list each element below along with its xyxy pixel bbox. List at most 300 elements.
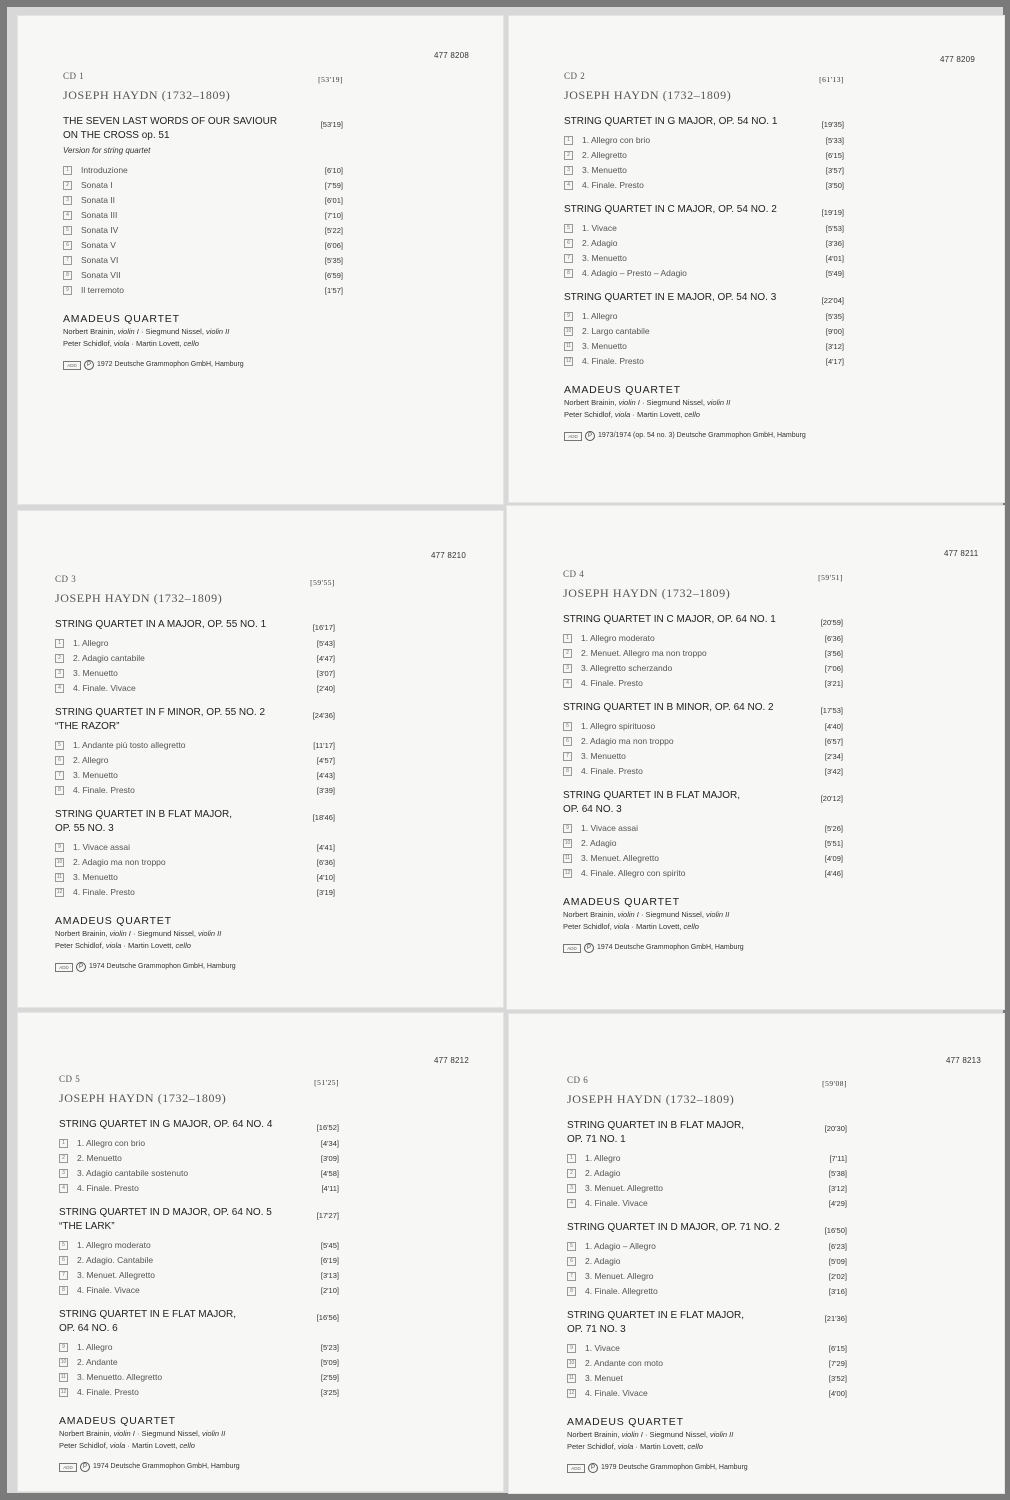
- track-list: [55, 840, 335, 900]
- track-row: [63, 163, 343, 178]
- track-title: 4. Finale. Presto: [582, 180, 644, 190]
- track-duration: [4'17]: [825, 357, 844, 366]
- track-title: 4. Finale. Vivace: [73, 683, 136, 693]
- work-duration: [20'59]: [820, 618, 843, 627]
- performer-separator: ·: [642, 1430, 650, 1439]
- performer-instrument: viola: [613, 922, 630, 931]
- track-row: [567, 1371, 847, 1386]
- performer-separator: ·: [638, 910, 646, 919]
- ensemble-name: AMADEUS QUARTET: [563, 896, 680, 908]
- track-number-box: 3: [63, 196, 72, 205]
- performer-separator: ·: [130, 929, 138, 938]
- track-duration: [6'36]: [316, 858, 335, 867]
- track-number-box: 12: [56, 889, 63, 895]
- composer-heading: JOSEPH HAYDN (1732–1809): [563, 586, 731, 600]
- add-recording-code-icon: ADD: [567, 1464, 585, 1473]
- track-title: 1. Allegro: [582, 311, 618, 321]
- track-duration: [3'12]: [828, 1184, 847, 1193]
- track-row: [55, 885, 335, 900]
- phonogram-icon: P: [584, 943, 594, 953]
- tracklist-content: [59, 1070, 339, 1472]
- performer-separator: ·: [630, 410, 637, 419]
- work-title: [59, 1308, 339, 1336]
- track-number-box: 11: [56, 874, 63, 880]
- work-duration: [20'12]: [820, 794, 843, 803]
- cd-header: [567, 1071, 847, 1089]
- tracklist-content: [567, 1071, 847, 1473]
- track-number-box: 1: [55, 639, 64, 648]
- track-row: [563, 646, 843, 661]
- tracklist-content: [63, 67, 343, 370]
- track-title: 1. Allegro: [77, 1342, 113, 1352]
- track-list: [563, 821, 843, 881]
- performer-name: Norbert Brainin,: [55, 929, 110, 938]
- work-title-line: STRING QUARTET IN D MAJOR, OP. 71 NO. 2: [567, 1222, 780, 1233]
- performer-line: [563, 921, 843, 933]
- cd-label: CD 4: [563, 569, 585, 579]
- track-row: [55, 768, 335, 783]
- work-title-line: OP. 64 NO. 6: [59, 1323, 118, 1334]
- track-title: 2. Allegro: [73, 755, 109, 765]
- track-number-box: 4: [59, 1184, 68, 1193]
- track-duration: [5'43]: [316, 639, 335, 648]
- track-title: 3. Menuetto. Allegretto: [77, 1372, 163, 1382]
- work-title-line: STRING QUARTET IN D MAJOR, OP. 64 NO. 5: [59, 1207, 272, 1218]
- add-recording-code-icon: ADD: [63, 361, 81, 370]
- track-number-box: 3: [55, 669, 64, 678]
- work-title-line: STRING QUARTET IN E FLAT MAJOR,: [59, 1309, 237, 1320]
- performer-name: Siegmund Nissel,: [145, 327, 206, 336]
- performer-name: Norbert Brainin,: [563, 910, 618, 919]
- cd-header: [59, 1070, 339, 1088]
- track-duration: [3'36]: [825, 239, 844, 248]
- track-title: 2. Andante con moto: [585, 1358, 663, 1368]
- track-duration: [11'17]: [313, 741, 335, 750]
- performer-instrument: cello: [179, 1441, 195, 1450]
- tracklist-content: [564, 67, 844, 441]
- work-title: [564, 291, 844, 305]
- performer-name: Siegmund Nissel,: [141, 1429, 202, 1438]
- track-number-box: 9: [63, 286, 72, 295]
- tracklist-content: [563, 565, 843, 953]
- track-duration: [6'15]: [825, 151, 844, 160]
- track-row: [564, 266, 844, 281]
- track-number-box: 1: [59, 1139, 68, 1148]
- track-duration: [3'07]: [316, 669, 335, 678]
- copyright-line: [55, 962, 335, 972]
- track-row: [564, 309, 844, 324]
- work-title-line: OP. 71 NO. 1: [567, 1134, 626, 1145]
- track-number-box: 2: [563, 649, 572, 658]
- work-title: [563, 613, 843, 627]
- cd-header: [63, 67, 343, 85]
- track-number-box: 7: [564, 254, 573, 263]
- track-duration: [2'10]: [320, 1286, 339, 1295]
- performer-separator: ·: [629, 922, 636, 931]
- track-number-box: 2: [59, 1154, 68, 1163]
- work-title-line: STRING QUARTET IN G MAJOR, OP. 64 NO. 4: [59, 1119, 273, 1130]
- track-row: [567, 1254, 847, 1269]
- performer-instrument: violin II: [707, 398, 731, 407]
- work-title: [59, 1118, 339, 1132]
- cd-panel-2: [508, 15, 1005, 503]
- performer-line: [59, 1440, 339, 1452]
- copyright-text: 1974 Deutsche Grammophon GmbH, Hamburg: [597, 944, 744, 951]
- track-number-box: 8: [563, 767, 572, 776]
- work-title: [55, 618, 335, 632]
- performer-line: [567, 1429, 847, 1441]
- track-number-box: 10: [60, 1359, 67, 1365]
- track-title: 2. Adagio ma non troppo: [581, 736, 674, 746]
- track-number-box: 8: [63, 271, 72, 280]
- track-duration: [4'43]: [316, 771, 335, 780]
- track-title: 4. Finale. Presto: [581, 766, 643, 776]
- track-number-box: 4: [63, 211, 72, 220]
- track-title: 2. Menuet. Allegro ma non troppo: [581, 648, 707, 658]
- track-duration: [5'51]: [824, 839, 843, 848]
- performer-instrument: violin I: [618, 398, 640, 407]
- performer-name: Siegmund Nissel,: [645, 910, 706, 919]
- ensemble-name: AMADEUS QUARTET: [63, 313, 180, 325]
- track-number-box: 1: [63, 166, 72, 175]
- track-duration: [3'42]: [824, 767, 843, 776]
- track-row: [563, 676, 843, 691]
- cd-total-duration: [53'19]: [318, 75, 343, 84]
- performer-name: Martin Lovett,: [135, 339, 184, 348]
- performer-line: [564, 397, 844, 409]
- track-number-box: 4: [564, 181, 573, 190]
- track-duration: [4'10]: [316, 873, 335, 882]
- track-number-box: 6: [59, 1256, 68, 1265]
- performer-line: [564, 409, 844, 421]
- track-row: [55, 855, 335, 870]
- cd-total-duration: [51'25]: [314, 1078, 339, 1087]
- cd-panel-1: [17, 15, 504, 505]
- performer-instrument: cello: [183, 339, 199, 348]
- catalog-number: 477 8211: [944, 549, 979, 558]
- track-title: 3. Menuetto: [73, 668, 118, 678]
- track-duration: [6'01]: [324, 196, 343, 205]
- performers: [55, 914, 335, 972]
- track-title: 3. Menuet. Allegretto: [77, 1270, 155, 1280]
- add-recording-code-icon: ADD: [55, 963, 73, 972]
- track-row: [564, 339, 844, 354]
- phonogram-icon: P: [585, 431, 595, 441]
- track-duration: [5'35]: [324, 256, 343, 265]
- performer-name: Martin Lovett,: [635, 922, 684, 931]
- performer-instrument: violin II: [198, 929, 222, 938]
- ensemble-name: AMADEUS QUARTET: [564, 384, 681, 396]
- performer-instrument: violin II: [710, 1430, 734, 1439]
- work-duration: [16'52]: [316, 1123, 339, 1132]
- track-row: [63, 268, 343, 283]
- work-title-line: STRING QUARTET IN C MAJOR, OP. 54 NO. 2: [564, 204, 777, 215]
- track-row: [63, 283, 343, 298]
- track-number-box: 3: [564, 166, 573, 175]
- track-duration: [6'10]: [324, 166, 343, 175]
- track-duration: [4'34]: [320, 1139, 339, 1148]
- track-list: [567, 1239, 847, 1299]
- track-duration: [5'22]: [324, 226, 343, 235]
- performers: [563, 895, 843, 953]
- track-duration: [3'13]: [320, 1271, 339, 1280]
- work-title: [567, 1221, 847, 1235]
- track-row: [59, 1385, 339, 1400]
- track-title: 4. Finale. Vivace: [585, 1388, 648, 1398]
- work-title-line: STRING QUARTET IN B FLAT MAJOR,: [563, 790, 741, 801]
- cd-total-duration: [59'08]: [822, 1079, 847, 1088]
- track-list: [567, 1341, 847, 1401]
- cd-label: CD 2: [564, 71, 586, 81]
- track-row: [564, 221, 844, 236]
- track-list: [59, 1340, 339, 1400]
- track-number-box: 4: [563, 679, 572, 688]
- track-number-box: 6: [563, 737, 572, 746]
- track-title: 1. Andante più tosto allegretto: [73, 740, 186, 750]
- track-row: [59, 1238, 339, 1253]
- track-title: 1. Allegro: [585, 1153, 621, 1163]
- track-duration: [4'46]: [824, 869, 843, 878]
- work-duration: [19'19]: [821, 208, 844, 217]
- track-title: 3. Menuetto: [582, 253, 627, 263]
- ensemble-name: AMADEUS QUARTET: [55, 915, 172, 927]
- ensemble-name: AMADEUS QUARTET: [59, 1415, 176, 1427]
- track-title: 1. Allegro moderato: [77, 1240, 151, 1250]
- track-duration: [5'33]: [825, 136, 844, 145]
- track-number-box: 7: [55, 771, 64, 780]
- performers: [567, 1415, 847, 1473]
- track-row: [59, 1268, 339, 1283]
- track-title: 2. Adagio. Cantabile: [77, 1255, 154, 1265]
- work-title-line: OP. 64 NO. 3: [563, 804, 622, 815]
- performer-name: Peter Schidlof,: [63, 339, 114, 348]
- work-title-line: ON THE CROSS op. 51: [63, 130, 170, 141]
- track-title: 3. Menuet. Allegretto: [581, 853, 659, 863]
- track-duration: [5'26]: [824, 824, 843, 833]
- copyright-line: [63, 360, 343, 370]
- track-row: [567, 1196, 847, 1211]
- track-number-box: 8: [55, 786, 64, 795]
- track-title: 1. Allegro con brio: [582, 135, 651, 145]
- performer-separator: ·: [121, 941, 128, 950]
- performer-line: [567, 1441, 847, 1453]
- track-number-box: 11: [565, 343, 572, 349]
- cd-header: [55, 570, 335, 588]
- track-number-box: 8: [567, 1287, 576, 1296]
- work-title: [55, 808, 335, 836]
- track-row: [59, 1253, 339, 1268]
- track-duration: [3'09]: [320, 1154, 339, 1163]
- track-duration: [5'49]: [825, 269, 844, 278]
- track-duration: [2'34]: [824, 752, 843, 761]
- track-title: 3. Menuet. Allegretto: [585, 1183, 663, 1193]
- performer-instrument: violin I: [113, 1429, 135, 1438]
- track-title: Sonata I: [81, 180, 113, 190]
- track-number-box: 5: [567, 1242, 576, 1251]
- track-title: 4. Finale. Presto: [73, 887, 135, 897]
- track-number-box: 7: [63, 256, 72, 265]
- track-title: 3. Adagio cantabile sostenuto: [77, 1168, 189, 1178]
- cd-label: CD 6: [567, 1075, 589, 1085]
- track-duration: [7'29]: [828, 1359, 847, 1368]
- track-title: 1. Vivace assai: [73, 842, 131, 852]
- work-title-line: STRING QUARTET IN A MAJOR, OP. 55 NO. 1: [55, 619, 267, 630]
- phonogram-icon: P: [588, 1463, 598, 1473]
- track-duration: [6'23]: [828, 1242, 847, 1251]
- track-duration: [7'11]: [829, 1154, 847, 1163]
- track-row: [564, 133, 844, 148]
- performer-separator: ·: [633, 1442, 640, 1451]
- track-title: 3. Allegretto scherzando: [581, 663, 673, 673]
- track-row: [59, 1340, 339, 1355]
- track-row: [55, 738, 335, 753]
- performer-separator: ·: [639, 398, 647, 407]
- performer-name: Siegmund Nissel,: [649, 1430, 710, 1439]
- copyright-line: [59, 1462, 339, 1472]
- track-number-box: 12: [564, 870, 571, 876]
- track-title: 2. Adagio: [581, 838, 617, 848]
- track-row: [63, 178, 343, 193]
- track-number-box: 2: [63, 181, 72, 190]
- track-title: Il terremoto: [81, 285, 124, 295]
- track-row: [55, 840, 335, 855]
- composer-heading: JOSEPH HAYDN (1732–1809): [564, 88, 732, 102]
- track-row: [63, 193, 343, 208]
- track-number-box: 5: [63, 226, 72, 235]
- ensemble-name: AMADEUS QUARTET: [567, 1416, 684, 1428]
- track-number-box: 9: [567, 1344, 576, 1353]
- track-title: 4. Finale. Presto: [581, 678, 643, 688]
- performer-name: Martin Lovett,: [639, 1442, 688, 1451]
- track-title: 4. Finale. Presto: [77, 1183, 139, 1193]
- track-row: [563, 764, 843, 779]
- performer-name: Peter Schidlof,: [59, 1441, 110, 1450]
- cd-label: CD 3: [55, 574, 77, 584]
- copyright-line: [564, 431, 844, 441]
- track-duration: [9'00]: [825, 327, 844, 336]
- track-title: Sonata II: [81, 195, 116, 205]
- track-number-box: 1: [564, 136, 573, 145]
- copyright-text: 1974 Deutsche Grammophon GmbH, Hamburg: [89, 963, 236, 970]
- track-row: [564, 178, 844, 193]
- work-duration: [22'04]: [821, 296, 844, 305]
- cd-panel-5: [17, 1012, 504, 1492]
- track-number-box: 5: [564, 224, 573, 233]
- track-list: [59, 1136, 339, 1196]
- performers: [59, 1414, 339, 1472]
- booklet-scan: [7, 7, 1003, 1493]
- track-title: Sonata IV: [81, 225, 119, 235]
- track-duration: [7'10]: [324, 211, 343, 220]
- performer-instrument: violin I: [117, 327, 139, 336]
- add-recording-code-icon: ADD: [59, 1463, 77, 1472]
- track-title: Introduzione: [81, 165, 128, 175]
- track-number-box: 8: [59, 1286, 68, 1295]
- performer-separator: ·: [138, 327, 146, 336]
- work-title: [567, 1119, 847, 1147]
- catalog-number: 477 8213: [946, 1056, 981, 1065]
- track-number-box: 2: [564, 151, 573, 160]
- track-duration: [5'23]: [320, 1343, 339, 1352]
- work-duration: [18'46]: [312, 813, 335, 822]
- track-list: [564, 309, 844, 369]
- track-number-box: 3: [563, 664, 572, 673]
- performer-line: [55, 928, 335, 940]
- work-subtitle: Version for string quartet: [63, 146, 151, 155]
- track-duration: [4'01]: [825, 254, 844, 263]
- track-duration: [2'40]: [316, 684, 335, 693]
- performer-separator: ·: [125, 1441, 132, 1450]
- track-duration: [3'19]: [316, 888, 335, 897]
- track-duration: [6'15]: [828, 1344, 847, 1353]
- track-row: [563, 661, 843, 676]
- work-title-line: STRING QUARTET IN F MINOR, OP. 55 NO. 2: [55, 707, 266, 718]
- performer-instrument: viola: [614, 410, 631, 419]
- track-title: 3. Menuetto: [582, 341, 627, 351]
- work-title: [564, 203, 844, 217]
- track-row: [564, 236, 844, 251]
- track-duration: [4'09]: [824, 854, 843, 863]
- track-number-box: 9: [563, 824, 572, 833]
- track-duration: [5'09]: [828, 1257, 847, 1266]
- phonogram-icon: P: [76, 962, 86, 972]
- track-number-box: 7: [59, 1271, 68, 1280]
- track-row: [564, 251, 844, 266]
- performer-name: Peter Schidlof,: [567, 1442, 618, 1451]
- track-duration: [3'39]: [316, 786, 335, 795]
- work-title: [63, 115, 343, 143]
- track-row: [563, 631, 843, 646]
- performer-name: Siegmund Nissel,: [137, 929, 198, 938]
- track-row: [59, 1136, 339, 1151]
- track-duration: [5'38]: [828, 1169, 847, 1178]
- track-duration: [6'59]: [324, 271, 343, 280]
- phonogram-icon: P: [80, 1462, 90, 1472]
- track-number-box: 6: [564, 239, 573, 248]
- work-duration: [17'53]: [820, 706, 843, 715]
- track-duration: [3'12]: [825, 342, 844, 351]
- track-duration: [4'41]: [316, 843, 335, 852]
- track-title: 1. Allegro spirituoso: [581, 721, 656, 731]
- track-row: [55, 666, 335, 681]
- track-duration: [3'16]: [828, 1287, 847, 1296]
- track-title: 4. Finale. Presto: [73, 785, 135, 795]
- track-number-box: 8: [564, 269, 573, 278]
- work-title-line: “THE RAZOR”: [55, 721, 120, 732]
- track-title: 2. Adagio: [582, 238, 618, 248]
- track-number-box: 5: [563, 722, 572, 731]
- performer-instrument: cello: [684, 410, 700, 419]
- track-duration: [4'29]: [828, 1199, 847, 1208]
- composer-heading: JOSEPH HAYDN (1732–1809): [63, 88, 231, 102]
- track-list: [59, 1238, 339, 1298]
- track-number-box: 5: [55, 741, 64, 750]
- work-title-line: STRING QUARTET IN G MAJOR, OP. 54 NO. 1: [564, 116, 778, 127]
- performer-instrument: viola: [617, 1442, 634, 1451]
- track-number-box: 1: [567, 1154, 576, 1163]
- track-title: 1. Allegro moderato: [581, 633, 655, 643]
- track-title: 1. Allegro: [73, 638, 109, 648]
- composer-heading: JOSEPH HAYDN (1732–1809): [59, 1091, 227, 1105]
- track-number-box: 2: [567, 1169, 576, 1178]
- track-title: 1. Allegro con brio: [77, 1138, 146, 1148]
- track-title: 4. Finale. Presto: [582, 356, 644, 366]
- work-duration: [16'50]: [824, 1226, 847, 1235]
- performer-name: Peter Schidlof,: [55, 941, 106, 950]
- track-duration: [3'50]: [825, 181, 844, 190]
- performer-name: Martin Lovett,: [131, 1441, 180, 1450]
- track-duration: [4'57]: [316, 756, 335, 765]
